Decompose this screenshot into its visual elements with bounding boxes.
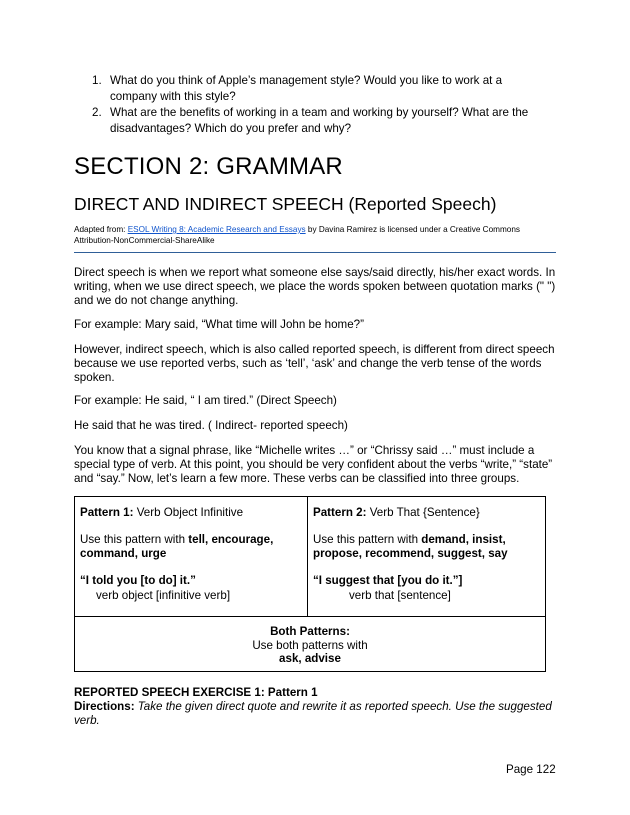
paragraph-reported-example: He said that he was tired. ( Indirect- reported speech)	[74, 419, 348, 432]
table-column-divider	[307, 497, 308, 616]
pattern-1-example	[80, 574, 302, 603]
pattern-1-usage-prefix: Use this pattern with	[80, 533, 189, 547]
pattern-2-heading	[313, 506, 541, 520]
page-number: Page 122	[506, 763, 556, 776]
list-item-number: 2.	[92, 106, 102, 119]
pattern-2-example-sentence: “I suggest that [you do it.”]	[313, 573, 463, 587]
attribution-link[interactable]: ESOL Writing 8: Academic Research and Essays	[127, 225, 306, 234]
pattern-1-example-sentence: “I told you [to do] it.”	[80, 573, 196, 587]
paragraph-direct-speech: Direct speech is when we report what someone else says/said directly, his/her exact words. In writing, when we use direct speech, we place the words spoken between quotation marks (" ") and we do not change anything.	[74, 266, 556, 308]
pattern-1-usage	[80, 533, 302, 561]
pattern-2-name: Verb That {Sentence}	[366, 506, 480, 519]
header-divider	[74, 252, 556, 253]
section-title: SECTION 2: GRAMMAR	[74, 153, 343, 180]
pattern-2-usage	[313, 533, 541, 561]
both-patterns-verbs: ask, advise	[279, 652, 341, 665]
exercise-block	[74, 686, 556, 729]
pattern-1-heading	[80, 506, 302, 520]
list-item-text: What do you think of Apple’s management style? Would you like to work at a company with this style?	[110, 74, 503, 103]
pattern-1-name: Verb Object Infinitive	[133, 506, 244, 519]
attribution-note	[74, 224, 534, 246]
pattern-1-example-gloss: verb object [infinitive verb]	[96, 588, 231, 602]
pattern-1-verbs: tell, encourage, command, urge	[80, 533, 274, 561]
pattern-1-label: Pattern 1:	[80, 506, 134, 519]
pattern-2-usage-prefix: Use this pattern with	[313, 533, 422, 547]
pattern-2-label: Pattern 2:	[313, 506, 367, 519]
directions-label: Directions:	[74, 700, 135, 714]
both-patterns-label: Both Patterns:	[270, 625, 350, 638]
subsection-title: DIRECT AND INDIRECT SPEECH (Reported Speech)	[74, 194, 497, 214]
both-patterns-cell	[75, 625, 545, 666]
pattern-2-example-gloss: verb that [sentence]	[349, 588, 451, 602]
paragraph-example-direct: For example: Mary said, “What time will John be home?”	[74, 318, 364, 331]
both-patterns-line: Use both patterns with	[252, 638, 368, 652]
table-row-divider	[75, 616, 545, 617]
list-item-text: What are the benefits of working in a team and working by yourself? What are the disadvantages? Which do you prefer and why?	[110, 106, 529, 135]
pattern-2-example	[313, 574, 541, 603]
pattern-2-verbs: demand, insist, propose, recommend, suggest, say	[313, 533, 508, 561]
exercise-directions	[74, 700, 556, 728]
attribution-suffix: by Davina Ramirez is licensed under a Creative Commons Attribution-NonCommercial-ShareAlike	[74, 225, 520, 245]
paragraph-signal-phrase: You know that a signal phrase, like “Michelle writes …” or “Chrissy said …” must include a special type of verb. At this point, you should be very confident about the verbs “write,” “state” and “say.” Now, let’s learn a few more. These verbs can be classified into three groups.	[74, 444, 553, 486]
list-item-number: 1.	[92, 74, 102, 87]
attribution-prefix: Adapted from:	[74, 225, 128, 234]
pattern-1-cell	[80, 506, 302, 603]
discussion-questions-list	[92, 73, 552, 137]
list-item	[92, 105, 552, 136]
paragraph-example-tired: For example: He said, “ I am tired.” (Direct Speech)	[74, 394, 337, 407]
exercise-title: REPORTED SPEECH EXERCISE 1: Pattern 1	[74, 686, 318, 699]
list-item	[92, 73, 552, 104]
paragraph-indirect-speech: However, indirect speech, which is also called reported speech, is different from direct speech because we use reported verbs, such as ‘tell’, ‘ask’ and change the verb tense of the words spoken.	[74, 343, 555, 385]
pattern-2-cell	[313, 506, 541, 603]
directions-text: Take the given direct quote and rewrite it as reported speech. Use the suggested verb.	[74, 700, 552, 728]
verb-patterns-table	[74, 496, 546, 672]
